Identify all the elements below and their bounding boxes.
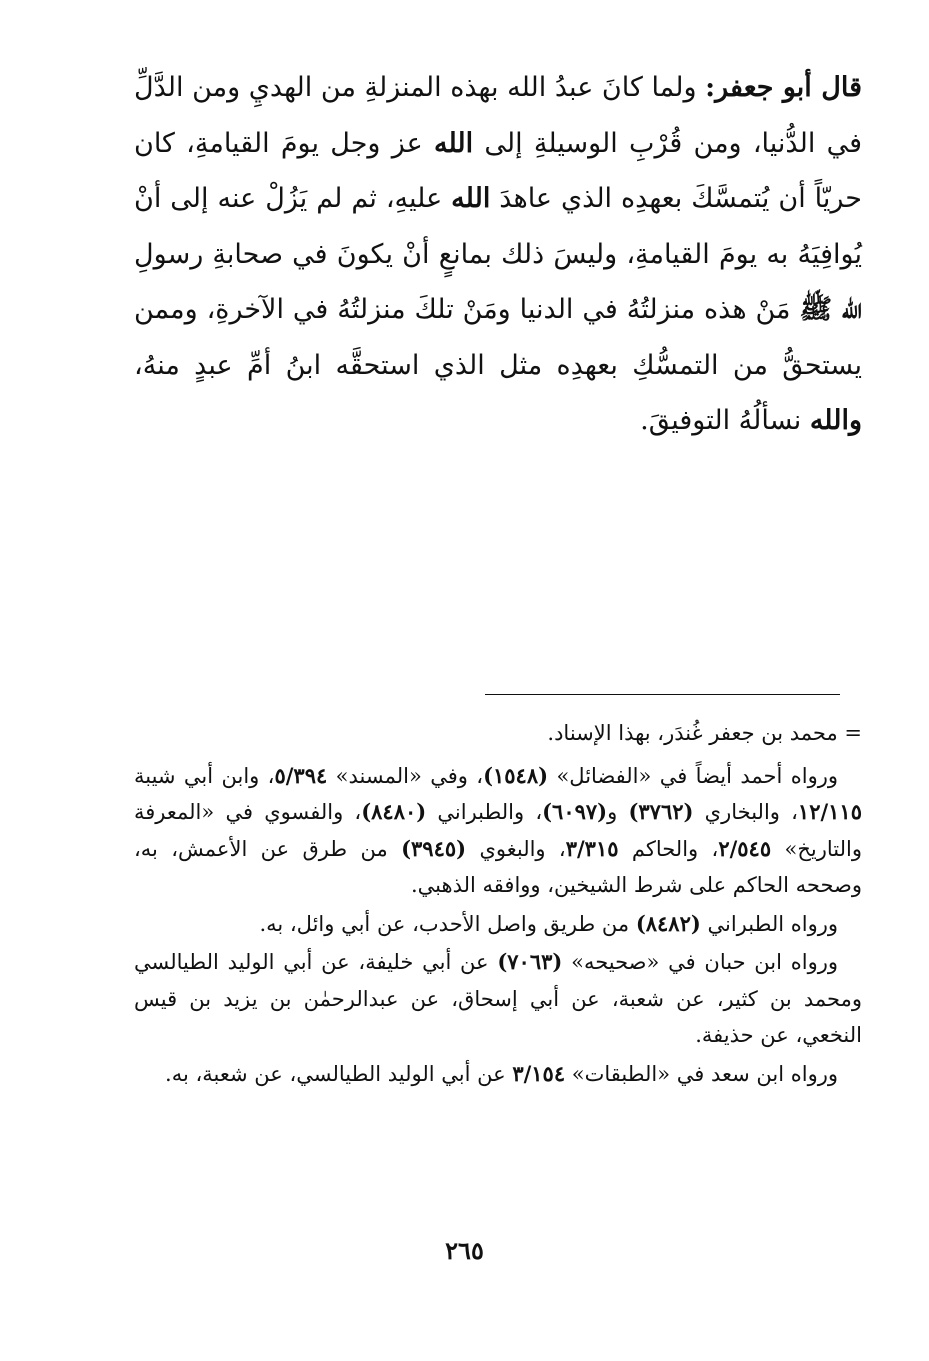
- footnote-text: ورواه ابن سعد في «الطبقات»: [565, 1061, 838, 1086]
- reference-number: (٣٧٦٢): [628, 799, 694, 824]
- footnote-separator: [485, 694, 840, 695]
- footnote-paragraph: [134, 758, 862, 904]
- speaker-label: قال أبو جعفر:: [705, 72, 862, 103]
- footnote-text: ، والطبراني: [426, 800, 543, 824]
- divine-name: والله: [809, 405, 862, 436]
- main-text-closing: نسألُهُ التوفيقَ.: [640, 405, 810, 436]
- footnote-text: ورواه الطبراني: [700, 911, 838, 936]
- footnote-text: ، والبخاري: [693, 800, 798, 824]
- main-text-segment: مَنْ هذه منزلتُهُ في الدنيا ومَنْ تلكَ منزلتُهُ في الآخرةِ، وممن يستحقُّ من التمسُّكِ بعهدِه مثل الذي استحقَّه ابنُ أمِّ عبدٍ منهُ،: [134, 294, 862, 381]
- footnote-paragraph: [134, 906, 862, 943]
- main-text-segment: ولما كانَ عبدُ الله بهذه المنزلةِ من الهديِ ومن الدَّلِّ في الدُّنيا، ومن قُرْبِ الوسيلةِ إلى: [134, 72, 863, 159]
- divine-name-with-salutation: الله ﷺ: [799, 294, 862, 325]
- reference-number: ٢/٥٤٥: [718, 835, 772, 861]
- main-text-segment: عز وجل يومَ القيامةِ، كان حريّاً أن يُتمسَّكَ بعهدِه الذي عاهدَ: [134, 127, 862, 214]
- reference-number: (٧٠٦٣): [497, 949, 563, 974]
- divine-name: الله: [434, 127, 474, 159]
- footnote-text: ، وابن أبي شيبة: [134, 763, 275, 788]
- divine-name: الله: [451, 183, 491, 214]
- footnote-text: و: [607, 800, 629, 824]
- reference-number: ٥/٣٩٤: [274, 762, 328, 788]
- footnote-text: ورواه أحمد أيضاً في «الفضائل»: [548, 763, 838, 788]
- main-paragraph: [134, 60, 862, 449]
- main-text-segment: عليهِ، ثم لم يَزُلْ عنه إلى أنْ يُوافِيَهُ به يومَ القيامةِ، وليسَ ذلك بمانعٍ أنْ يكونَ في صحابةِ رسولِ: [134, 183, 862, 270]
- footnote-paragraph: [134, 1056, 862, 1093]
- reference-number: ٣/١٥٤: [512, 1060, 566, 1086]
- footnote-paragraph: [134, 944, 862, 1054]
- page-number: ٢٦٥: [445, 1236, 484, 1265]
- footnote-continuation: = محمد بن جعفر غُندَر، بهذا الإسناد.: [547, 721, 862, 745]
- reference-number: ١٢/١١٥: [797, 799, 862, 824]
- footnote-text: من طريق واصل الأحدب، عن أبي وائل، به.: [259, 911, 636, 936]
- footnote-text: ورواه ابن حبان في «صحيحه»: [562, 950, 838, 974]
- footnote-text: من طرق عن الأعمش، به، وصححه الحاكم على شرط الشيخين، ووافقه الذهبي.: [134, 836, 862, 897]
- footnote-text: عن أبي خليفة، عن أبي الوليد الطيالسي ومحمد بن كثير، عن شعبة، عن أبي إسحاق، عن عبدالرحمٰن بن يزيد بن قيس النخعي، عن حذيفة.: [134, 950, 862, 1047]
- reference-number: (١٥٤٨): [483, 762, 549, 788]
- reference-number: (٣٩٤٥): [401, 835, 467, 861]
- reference-number: (٨٤٨٢): [635, 910, 701, 936]
- footnote-text: ، وفي «المسند»: [327, 763, 484, 788]
- footnote-text: عن أبي الوليد الطيالسي، عن شعبة، به.: [165, 1061, 513, 1086]
- footnotes-section: [134, 715, 862, 1094]
- reference-number: (٨٤٨٠): [361, 799, 427, 824]
- reference-number: (٦٠٩٧): [542, 799, 608, 824]
- footnote-text: ، والفسوي في «المعرفة والتاريخ»: [134, 800, 862, 861]
- reference-number: ٣/٣١٥: [565, 835, 619, 861]
- footnote-text: ، والبغوي: [466, 836, 566, 861]
- footnote-text: ، والحاكم: [618, 836, 719, 861]
